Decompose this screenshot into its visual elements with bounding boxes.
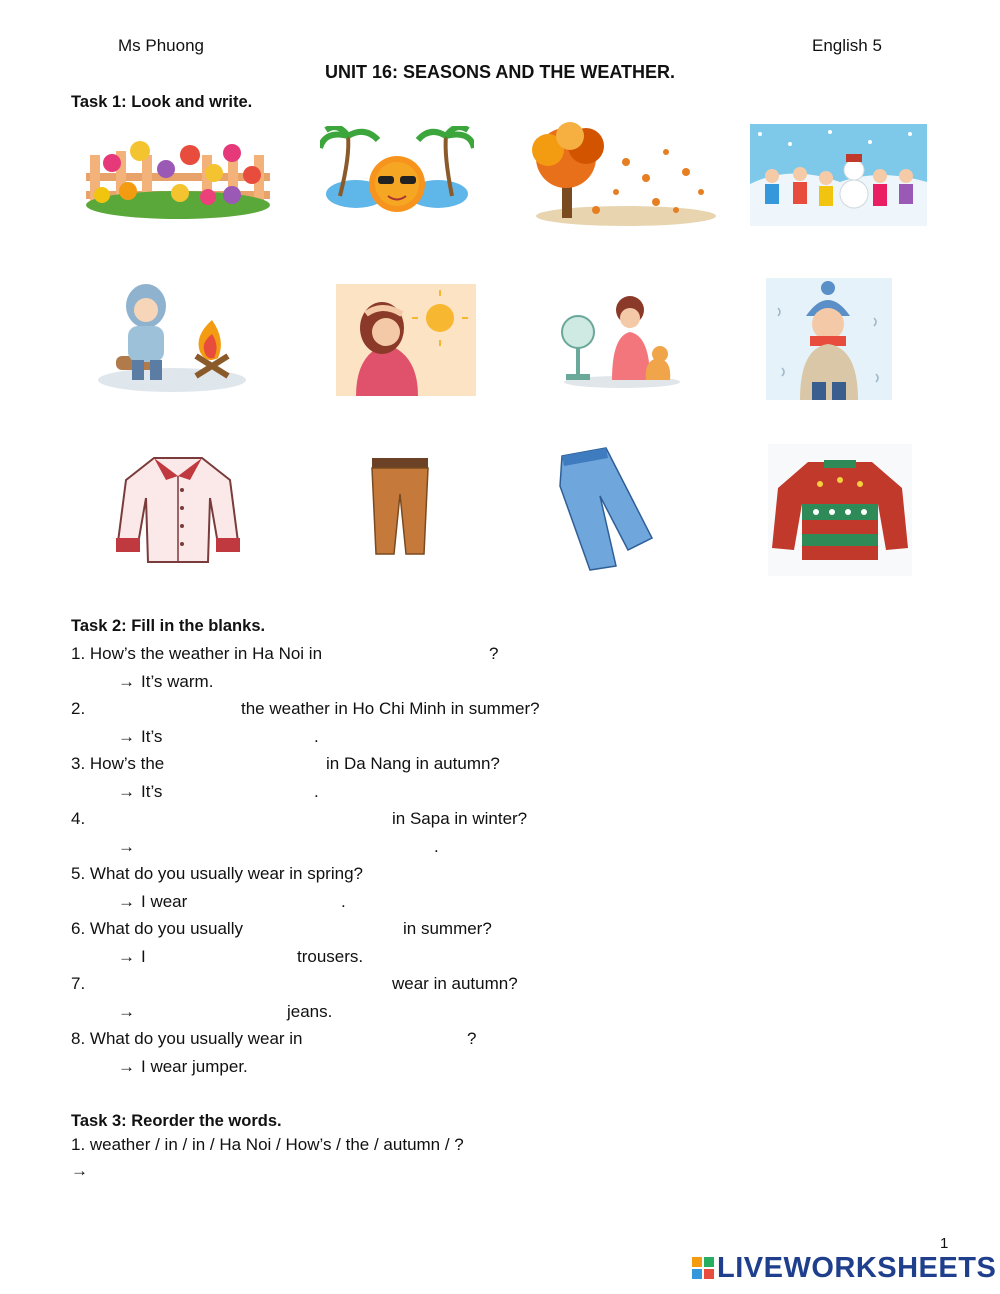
liveworksheets-brand-text: LIVEWORKSHEETS	[717, 1252, 997, 1284]
answer-5-part-2: .	[341, 892, 346, 911]
question-7-part-1: 7.	[71, 974, 86, 993]
cold-fire-image	[96, 280, 248, 392]
question-6-part-2: in summer?	[403, 919, 492, 938]
answer-3-part-2: .	[314, 782, 319, 801]
question-4-part-1: 4.	[71, 809, 86, 828]
answer-6-part-2: trousers.	[297, 947, 364, 966]
arrow-icon: →	[118, 892, 135, 911]
arrow-icon: →	[118, 782, 135, 801]
answer-2-part-1: It’s	[141, 727, 163, 746]
answer-2-part-2: .	[314, 727, 319, 746]
arrow-icon: →	[118, 1057, 135, 1076]
arrow-icon: →	[118, 672, 135, 691]
spring-flowers-image	[82, 133, 274, 221]
jeans-image	[556, 446, 656, 572]
blouse-image	[110, 450, 246, 564]
page-number: 1	[940, 1235, 949, 1252]
arrow-icon: →	[118, 727, 135, 746]
trousers-image	[368, 454, 432, 562]
subject-label: English 5	[812, 36, 882, 55]
teacher-name: Ms Phuong	[118, 36, 204, 55]
cool-fan-girl-image	[560, 290, 682, 388]
arrow-icon: →	[118, 837, 135, 856]
question-2-part-2: the weather in Ho Chi Minh in summer?	[241, 699, 540, 718]
arrow-icon: →	[71, 1161, 88, 1180]
question-7-part-2: wear in autumn?	[392, 974, 518, 993]
task1-heading: Task 1: Look and write.	[71, 93, 253, 111]
task3-heading: Task 3: Reorder the words.	[71, 1112, 282, 1130]
autumn-tree-image	[526, 122, 716, 228]
answer-4-part-2: .	[434, 837, 439, 856]
answer-7-part-2: jeans.	[287, 1002, 333, 1021]
question-3-part-1: 3. How’s the	[71, 754, 165, 773]
question-1-part-1: 1. How’s the weather in Ha Noi in	[71, 644, 323, 663]
question-8-part-1: 8. What do you usually wear in	[71, 1029, 303, 1048]
question-4-part-2: in Sapa in winter?	[392, 809, 528, 828]
hot-sun-woman-image	[336, 284, 476, 396]
answer-1: It’s warm.	[141, 672, 214, 691]
question-1-part-2: ?	[489, 644, 499, 663]
task2-heading: Task 2: Fill in the blanks.	[71, 617, 266, 635]
freezing-boy-image	[766, 278, 892, 400]
arrow-icon: →	[118, 1002, 135, 1021]
summer-sun-image	[320, 126, 474, 220]
arrow-icon: →	[118, 947, 135, 966]
answer-3-part-1: It’s	[141, 782, 163, 801]
liveworksheets-logo	[692, 1252, 996, 1285]
answer-5-part-1: I wear	[141, 892, 188, 911]
winter-snowman-image	[750, 124, 927, 226]
question-6-part-1: 6. What do you usually	[71, 919, 243, 938]
liveworksheets-logo-icon	[692, 1257, 714, 1279]
question-8-part-2: ?	[467, 1029, 477, 1048]
question-2-part-1: 2.	[71, 699, 86, 718]
question-5: 5. What do you usually wear in spring?	[71, 864, 363, 883]
answer-6-part-1: I	[141, 947, 146, 966]
answer-8: I wear jumper.	[141, 1057, 248, 1076]
reorder-question-1: 1. weather / in / in / Ha Noi / How’s / the / autumn / ?	[71, 1135, 464, 1154]
jumper-image	[768, 444, 912, 576]
page-title: UNIT 16: SEASONS AND THE WEATHER.	[324, 62, 676, 82]
question-3-part-2: in Da Nang in autumn?	[326, 754, 500, 773]
